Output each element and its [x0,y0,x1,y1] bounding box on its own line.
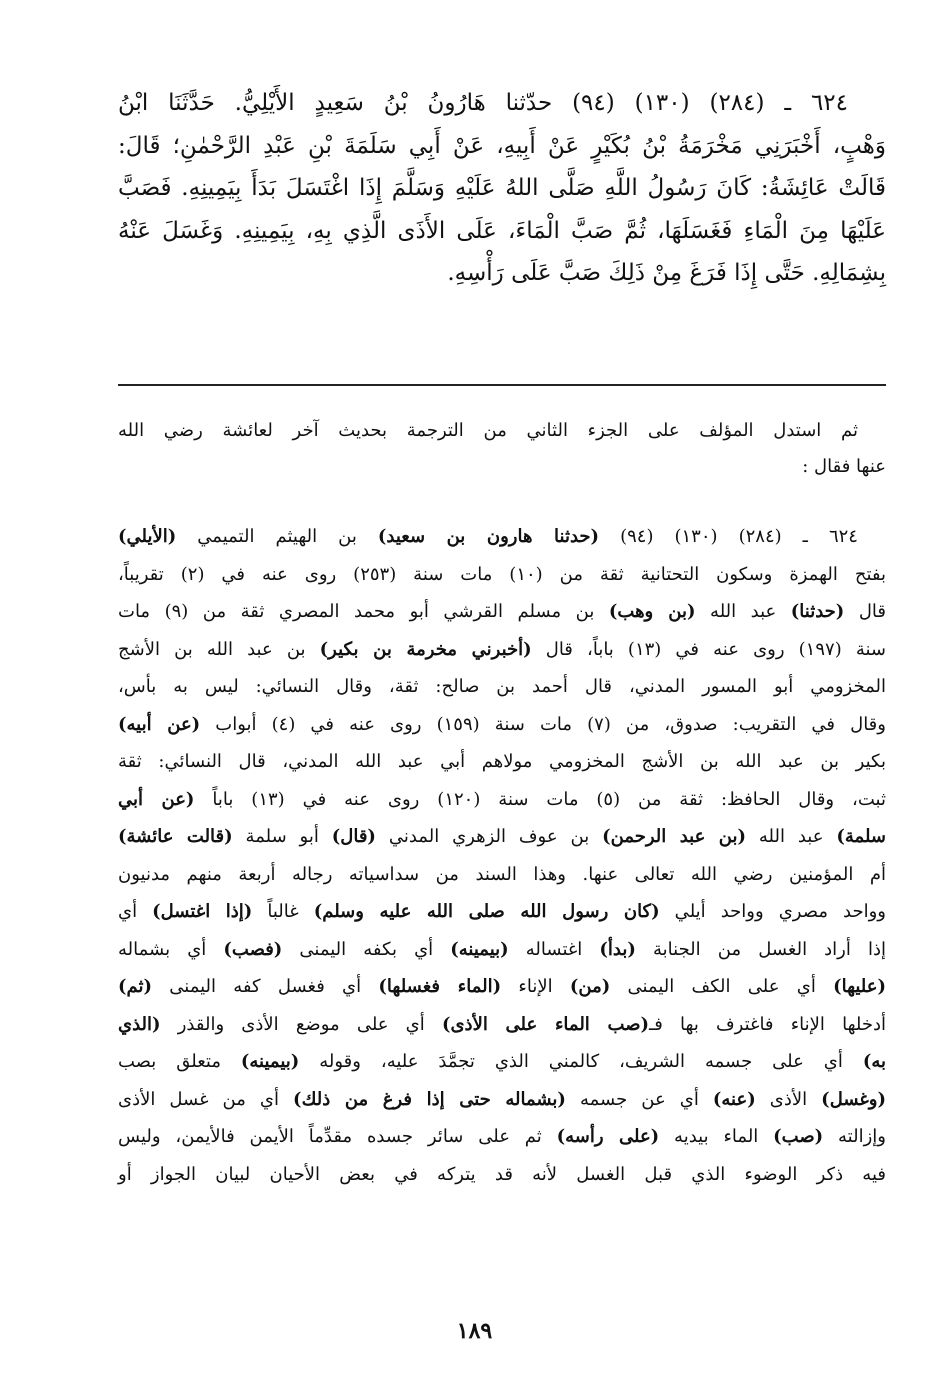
bold-quoted-phrase: (من) [569,976,611,997]
bold-quoted-phrase: به) [862,1051,886,1072]
commentary-segment: أي على موضع الأذى والقذر [160,1013,442,1035]
bold-quoted-phrase: (قال) [331,826,376,847]
bold-quoted-phrase: (كان رسول الله صلى الله عليه وسلم) [313,901,660,922]
bold-quoted-phrase: (الأيلي) [118,526,177,547]
hadith-line: قَالَتْ عَائِشَةُ: كَانَ رَسُولُ اللَّهِ صَلَّى اللهُ عَلَيْهِ وَسَلَّمَ إِذَا اغْتَسَلَ بَدَأَ بِيَمِينِهِ. فَصَبَّ [118,175,886,201]
commentary-segment: أبو سلمة [232,826,332,847]
commentary-segment: اغتساله [508,938,600,960]
commentary-segment: فيه ذكر الوضوء الذي قبل الغسل لأنه قد يتركه في بعض الأحيان لبيان الجواز أو [118,1163,886,1185]
page-number: ١٨٩ [456,1318,493,1344]
commentary-segment: الأذى [755,1088,822,1110]
commentary-line [118,1162,886,1188]
commentary-segment: أي [118,901,153,922]
commentary-segment: بن عوف الزهري المدني [375,826,603,847]
commentary-segment: إذا أراد الغسل من الجنابة [635,938,886,960]
bold-quoted-phrase: (عنه) [712,1088,756,1110]
commentary-segment: أي من غسل الأذى [118,1088,294,1110]
commentary-segment: أي على الكف اليمنى [610,976,834,997]
commentary-segment: أي عن جسمه [565,1088,713,1110]
commentary-line [118,1012,886,1038]
commentary-segment: بن مسلم القرشي أبو محمد المصري ثقة من (٩) مات [118,601,609,622]
bold-quoted-phrase: (عليها) [833,976,887,997]
commentary-segment: ٦٢٤ ـ (٢٨٤) (١٣٠) (٩٤) [599,526,858,547]
bold-quoted-phrase: (قالت عائشة) [118,826,233,847]
intro-line: ثم استدل المؤلف على الجزء الثاني من الترجمة بحديث آخر لعائشة رضي الله [118,420,858,441]
commentary-segment: أدخلها الإناء فاغترف بها فـ [649,1013,886,1035]
commentary-line [118,749,886,775]
bold-quoted-phrase: (على رأسه) [556,1126,660,1147]
bold-quoted-phrase: (بن وهب) [608,601,696,622]
bold-quoted-phrase: (أخبرني مخرمة بن بكير) [319,638,532,660]
commentary-segment: عبد الله [745,826,837,847]
commentary-segment: بكير بن عبد الله بن الأشج المخزومي مولاهم أبي عبد الله المدني، قال النسائي: ثقة [118,751,886,772]
commentary-segment: وواحد مصري وواحد أيلي [659,901,886,922]
bold-quoted-phrase: (الذي [118,1013,161,1035]
bold-quoted-phrase: (حدثنا هارون بن سعيد) [377,526,600,547]
commentary-line [118,524,858,550]
commentary-segment: وإزالته [823,1126,886,1147]
commentary-segment: عبد الله [695,601,791,622]
commentary-line [118,637,886,663]
bold-quoted-phrase: (إذا اغتسل) [152,901,253,922]
bold-quoted-phrase: (بن عبد الرحمن) [602,826,746,847]
commentary-line [118,674,886,700]
bold-quoted-phrase: (الماء فغسلها) [378,976,502,997]
commentary-line [118,974,886,1000]
commentary-line [118,562,886,588]
bold-quoted-phrase: (بشماله حتى إذا فرغ من ذلك) [293,1088,566,1110]
commentary-segment: أي بكفه اليمنى [282,938,451,960]
bold-quoted-phrase: (وغسل) [821,1088,886,1110]
commentary-line [118,899,886,925]
commentary-segment: أي على جسمه الشريف، كالمني الذي تجمَّدَ عليه، وقوله [299,1051,863,1072]
bold-quoted-phrase: (بدأ) [599,938,636,960]
commentary-line [118,937,886,963]
commentary-segment: بن الهيثم التميمي [176,526,378,547]
commentary-line [118,599,886,625]
commentary-segment: متعلق بصب [118,1051,241,1072]
commentary-segment: ثبت، وقال الحافظ: ثقة من (٥) مات سنة (١٢٠) روى عنه في (١٣) باباً [194,788,886,810]
commentary-segment: غالباً [252,901,314,922]
bold-quoted-phrase: (صب الماء على الأذى) [441,1013,649,1035]
commentary-line [118,1049,886,1075]
hadith-line: ٦٢٤ ـ (٢٨٤) (١٣٠) (٩٤) حدّثنا هَارُونُ بْنُ سَعِيدٍ الأَيْلِيُّ. حَدَّثَنَا ابْنُ [118,90,848,116]
bold-quoted-phrase: (حدثنا) [790,601,845,622]
commentary-segment: بن عبد الله بن الأشج [118,638,320,660]
commentary-line [118,862,886,888]
commentary-segment: سنة (١٩٧) روى عنه في (١٣) باباً، قال [531,638,886,660]
commentary-segment: وقال في التقريب: صدوق، من (٧) مات سنة (١٥٩) روى عنه في (٤) أبواب [200,713,886,735]
separator-rule [118,384,886,386]
hadith-line: بِشِمَالِهِ. حَتَّى إِذَا فَرَغَ مِنْ ذَلِكَ صَبَّ عَلَى رَأْسِهِ. [447,260,886,286]
commentary-line [118,824,886,850]
bold-quoted-phrase: (بيمينه) [240,1051,300,1072]
hadith-line: وَهْبٍ، أَخْبَرَنِي مَخْرَمَةُ بْنُ بُكَيْرٍ عَنْ أَبِيهِ، عَنْ أَبِي سَلَمَةَ بْنِ عَبْدِ الرَّحْمٰنِ؛ قَالَ: [118,133,886,159]
bold-quoted-phrase: سلمة) [836,826,886,847]
commentary-line [118,787,886,813]
commentary-segment: المخزومي أبو المسور المدني، قال أحمد بن صالح: ثقة، وقال النسائي: ليس به بأس، [118,676,886,697]
hadith-line: عَلَيْهَا مِنَ الْمَاءِ فَغَسَلَهَا، ثُمَّ صَبَّ الْمَاءَ، عَلَى الأَذَى الَّذِي بِهِ، بِيَمِينِهِ. وَغَسَلَ عَنْهُ [118,218,886,244]
commentary-segment: قال [844,601,886,622]
commentary-segment: أي بشماله [118,938,224,960]
bold-quoted-phrase: (فصب) [223,938,283,960]
bold-quoted-phrase: (عن أبيه) [118,713,201,735]
commentary-segment: أم المؤمنين رضي الله تعالى عنها. وهذا السند من سداسياته رجاله أربعة منهم مدنيون [118,863,886,885]
commentary-segment: بفتح الهمزة وسكون التحتانية ثقة من (١٠) مات سنة (٢٥٣) روى عنه في (٢) تقريباً، [118,563,886,585]
commentary-segment: الإناء [501,976,570,997]
commentary-segment: الماء بيديه [659,1126,774,1147]
bold-quoted-phrase: (ثم) [118,976,153,997]
commentary-line [118,1124,886,1150]
bold-quoted-phrase: (صب) [773,1126,824,1147]
commentary-segment: أي فغسل كفه اليمنى [152,976,379,997]
intro-line: عنها فقال : [802,456,886,477]
commentary-line [118,712,886,738]
commentary-line [118,1087,886,1113]
bold-quoted-phrase: (بيمينه) [450,938,509,960]
commentary-segment: ثم على سائر جسده مقدِّماً الأيمن فالأيمن، وليس [118,1126,557,1147]
bold-quoted-phrase: (عن أبي [118,788,195,810]
